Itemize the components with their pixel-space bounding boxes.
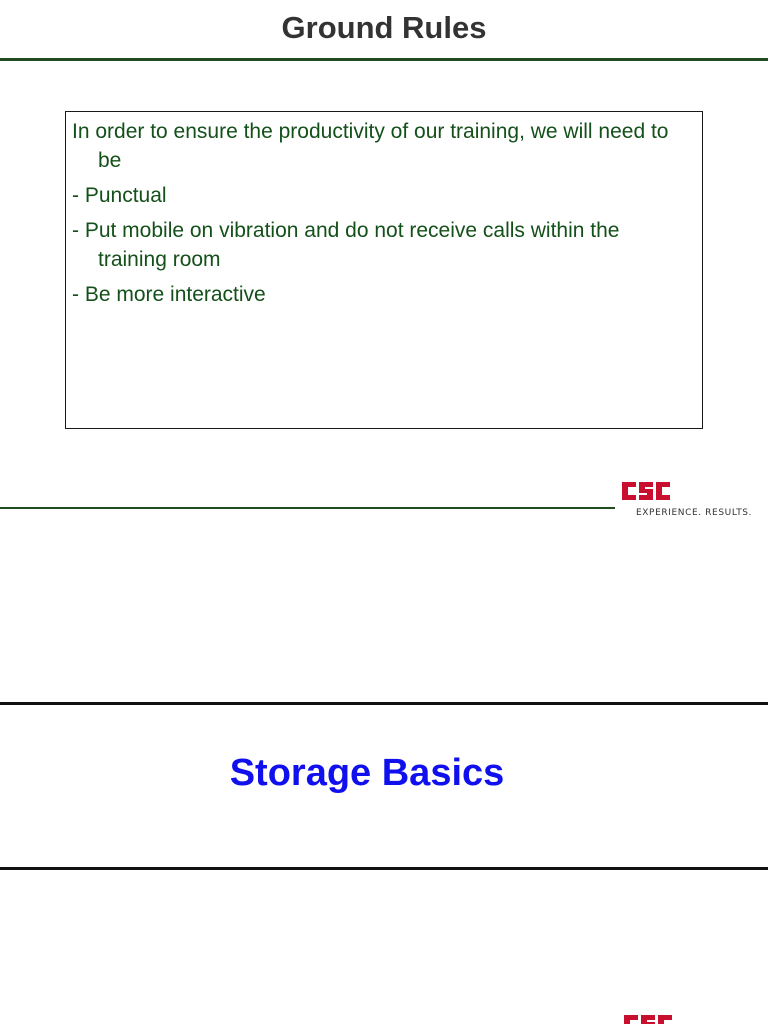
rule-item-punctual: - Punctual <box>72 184 167 207</box>
section-title: Storage Basics <box>229 752 505 794</box>
csc-logo-icon <box>620 1011 680 1024</box>
logo-tagline: EXPERIENCE. RESULTS. <box>636 508 753 518</box>
rule-item-interactive: - Be more interactive <box>72 283 266 306</box>
rule-item-mobile: - Put mobile on vibration and do not receive calls within the training room <box>72 219 620 271</box>
csc-logo-icon <box>620 478 676 504</box>
title-divider <box>0 58 768 61</box>
csc-logo-partial <box>620 1011 680 1024</box>
slide-title: Ground Rules <box>281 10 487 45</box>
rules-intro: In order to ensure the productivity of our training, we will need to be <box>72 120 669 172</box>
csc-logo <box>618 478 758 524</box>
section-divider-top <box>0 702 768 705</box>
section-divider-bottom <box>0 867 768 870</box>
ground-rules-box <box>65 111 703 429</box>
footer-divider <box>0 507 615 509</box>
